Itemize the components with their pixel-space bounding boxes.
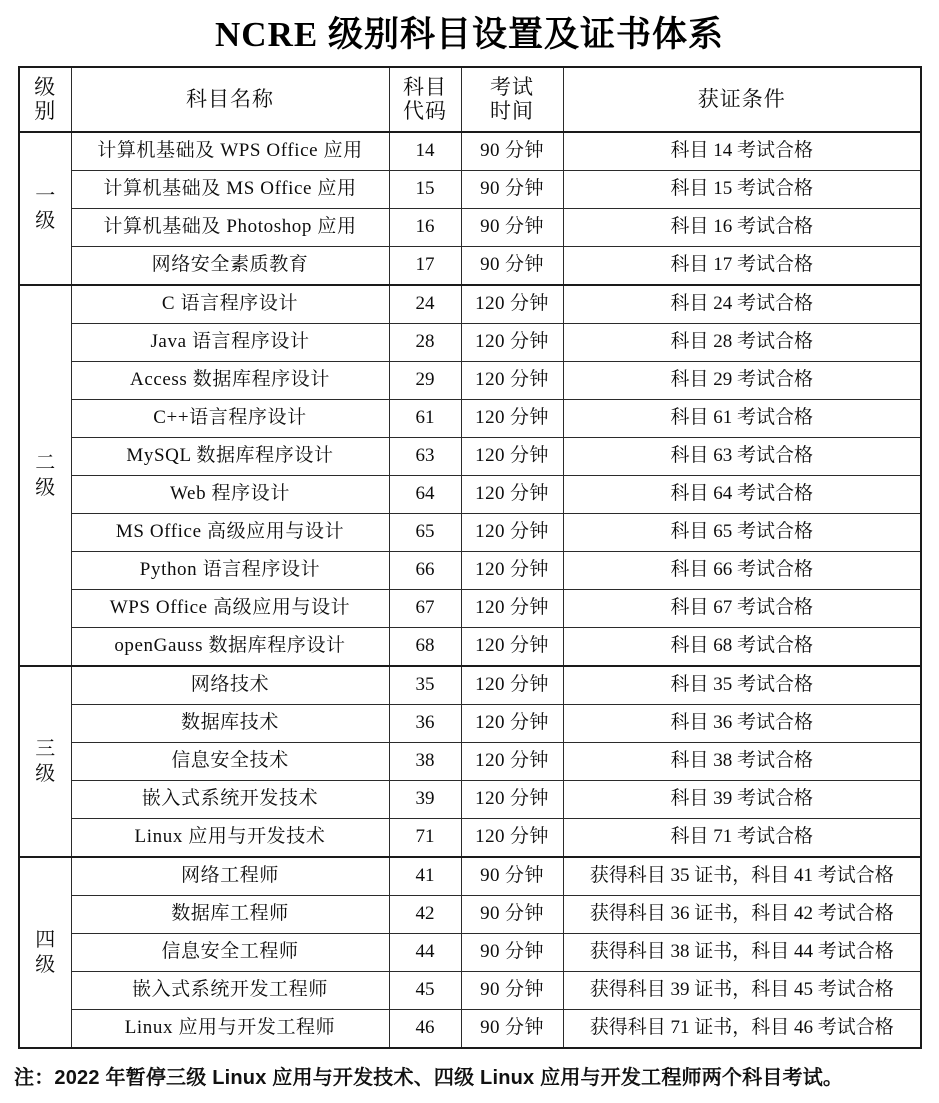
subject-code-cell: 17 xyxy=(389,247,461,286)
certificate-condition-cell: 科目 36 考试合格 xyxy=(563,705,921,743)
table-body xyxy=(19,132,921,1048)
table-header-row xyxy=(19,67,921,132)
certificate-condition-cell: 科目 64 考试合格 xyxy=(563,476,921,514)
table-row xyxy=(19,285,921,324)
level-label-line1: 二 xyxy=(35,451,56,474)
subject-name-cell: 网络技术 xyxy=(71,666,389,705)
exam-time-cell: 120 分钟 xyxy=(461,781,563,819)
table-row xyxy=(19,552,921,590)
exam-time-cell: 90 分钟 xyxy=(461,171,563,209)
subject-name-cell: 计算机基础及 Photoshop 应用 xyxy=(71,209,389,247)
table-row xyxy=(19,362,921,400)
subject-code-cell: 67 xyxy=(389,590,461,628)
exam-time-cell: 120 分钟 xyxy=(461,438,563,476)
subject-code-cell: 71 xyxy=(389,819,461,858)
subject-code-cell: 63 xyxy=(389,438,461,476)
subject-name-cell: 计算机基础及 MS Office 应用 xyxy=(71,171,389,209)
page-title: NCRE 级别科目设置及证书体系 xyxy=(215,15,724,54)
table-header xyxy=(19,67,921,132)
exam-time-cell: 120 分钟 xyxy=(461,324,563,362)
subject-name-cell: 计算机基础及 WPS Office 应用 xyxy=(71,132,389,171)
subject-code-cell: 16 xyxy=(389,209,461,247)
level-label-line2: 级 xyxy=(35,762,56,785)
exam-time-cell: 120 分钟 xyxy=(461,514,563,552)
subject-name-cell: Access 数据库程序设计 xyxy=(71,362,389,400)
subject-name-cell: 嵌入式系统开发技术 xyxy=(71,781,389,819)
subject-code-cell: 64 xyxy=(389,476,461,514)
subject-name-cell: MySQL 数据库程序设计 xyxy=(71,438,389,476)
column-header-level xyxy=(19,67,71,132)
table-row xyxy=(19,247,921,286)
exam-time-cell: 90 分钟 xyxy=(461,1010,563,1049)
subject-code-cell: 14 xyxy=(389,132,461,171)
exam-time-cell: 120 分钟 xyxy=(461,628,563,667)
level-group-cell xyxy=(19,285,71,666)
table-row xyxy=(19,705,921,743)
exam-time-cell: 120 分钟 xyxy=(461,476,563,514)
certificate-condition-cell: 科目 29 考试合格 xyxy=(563,362,921,400)
certificate-condition-cell: 获得科目 39 证书，科目 45 考试合格 xyxy=(563,972,921,1010)
subject-code-cell: 42 xyxy=(389,896,461,934)
subject-name-cell: MS Office 高级应用与设计 xyxy=(71,514,389,552)
column-header-level-line2: 别 xyxy=(34,98,57,123)
table-row xyxy=(19,896,921,934)
certificate-condition-cell: 科目 63 考试合格 xyxy=(563,438,921,476)
certificate-condition-cell: 获得科目 38 证书，科目 44 考试合格 xyxy=(563,934,921,972)
subject-name-cell: 数据库工程师 xyxy=(71,896,389,934)
subject-name-cell: 数据库技术 xyxy=(71,705,389,743)
table-row xyxy=(19,781,921,819)
certificate-condition-cell: 科目 28 考试合格 xyxy=(563,324,921,362)
subject-code-cell: 15 xyxy=(389,171,461,209)
column-header-time-line1: 考试 xyxy=(490,74,534,99)
certificate-condition-cell: 科目 67 考试合格 xyxy=(563,590,921,628)
table-row xyxy=(19,972,921,1010)
exam-time-cell: 90 分钟 xyxy=(461,209,563,247)
subject-code-cell: 36 xyxy=(389,705,461,743)
subject-name-cell: 网络工程师 xyxy=(71,857,389,896)
certificate-condition-cell: 获得科目 71 证书，科目 46 考试合格 xyxy=(563,1010,921,1049)
column-header-subject-name: 科目名称 xyxy=(71,67,389,132)
column-header-time-line2: 时间 xyxy=(490,98,534,123)
exam-time-cell: 90 分钟 xyxy=(461,972,563,1010)
table-row xyxy=(19,666,921,705)
subject-name-cell: 嵌入式系统开发工程师 xyxy=(71,972,389,1010)
exam-time-cell: 120 分钟 xyxy=(461,362,563,400)
table-row xyxy=(19,857,921,896)
exam-time-cell: 90 分钟 xyxy=(461,247,563,286)
column-header-exam-time xyxy=(461,67,563,132)
ncre-subject-table xyxy=(18,66,922,1049)
exam-time-cell: 120 分钟 xyxy=(461,705,563,743)
exam-time-cell: 120 分钟 xyxy=(461,743,563,781)
subject-code-cell: 28 xyxy=(389,324,461,362)
subject-name-cell: Linux 应用与开发工程师 xyxy=(71,1010,389,1049)
subject-name-cell: Linux 应用与开发技术 xyxy=(71,819,389,858)
subject-name-cell: 信息安全技术 xyxy=(71,743,389,781)
level-label-line2: 级 xyxy=(35,953,56,976)
table-row xyxy=(19,438,921,476)
subject-code-cell: 46 xyxy=(389,1010,461,1049)
subject-code-cell: 65 xyxy=(389,514,461,552)
certificate-condition-cell: 科目 68 考试合格 xyxy=(563,628,921,667)
table-row xyxy=(19,132,921,171)
certificate-condition-cell: 获得科目 35 证书，科目 41 考试合格 xyxy=(563,857,921,896)
exam-time-cell: 120 分钟 xyxy=(461,552,563,590)
column-header-level-line1: 级 xyxy=(34,74,57,99)
certificate-condition-cell: 科目 35 考试合格 xyxy=(563,666,921,705)
level-label-line1: 一 xyxy=(35,184,56,207)
subject-name-cell: Java 语言程序设计 xyxy=(71,324,389,362)
level-label-line1: 三 xyxy=(35,737,56,760)
exam-time-cell: 120 分钟 xyxy=(461,590,563,628)
certificate-condition-cell: 科目 17 考试合格 xyxy=(563,247,921,286)
exam-time-cell: 90 分钟 xyxy=(461,857,563,896)
certificate-condition-cell: 科目 16 考试合格 xyxy=(563,209,921,247)
level-group-cell xyxy=(19,857,71,1048)
subject-code-cell: 38 xyxy=(389,743,461,781)
subject-code-cell: 29 xyxy=(389,362,461,400)
level-label-line1: 四 xyxy=(35,928,56,951)
column-header-certificate-condition: 获证条件 xyxy=(563,67,921,132)
level-group-cell xyxy=(19,132,71,285)
subject-code-cell: 35 xyxy=(389,666,461,705)
exam-time-cell: 120 分钟 xyxy=(461,285,563,324)
exam-time-cell: 90 分钟 xyxy=(461,934,563,972)
subject-code-cell: 39 xyxy=(389,781,461,819)
table-row xyxy=(19,1010,921,1049)
certificate-condition-cell: 科目 39 考试合格 xyxy=(563,781,921,819)
exam-time-cell: 120 分钟 xyxy=(461,666,563,705)
certificate-condition-cell: 科目 66 考试合格 xyxy=(563,552,921,590)
column-header-subject-code xyxy=(389,67,461,132)
subject-code-cell: 61 xyxy=(389,400,461,438)
subject-name-cell: Python 语言程序设计 xyxy=(71,552,389,590)
level-label-line2: 级 xyxy=(35,209,56,232)
subject-name-cell: Web 程序设计 xyxy=(71,476,389,514)
table-row xyxy=(19,934,921,972)
table-row xyxy=(19,171,921,209)
level-group-cell xyxy=(19,666,71,857)
subject-code-cell: 68 xyxy=(389,628,461,667)
certificate-condition-cell: 科目 38 考试合格 xyxy=(563,743,921,781)
table-row xyxy=(19,590,921,628)
subject-name-cell: 网络安全素质教育 xyxy=(71,247,389,286)
subject-name-cell: 信息安全工程师 xyxy=(71,934,389,972)
table-row xyxy=(19,628,921,667)
certificate-condition-cell: 科目 65 考试合格 xyxy=(563,514,921,552)
column-header-code-line1: 科目 xyxy=(403,74,447,99)
certificate-condition-cell: 获得科目 36 证书，科目 42 考试合格 xyxy=(563,896,921,934)
table-container xyxy=(18,66,920,1049)
table-row xyxy=(19,209,921,247)
table-row xyxy=(19,819,921,858)
exam-time-cell: 120 分钟 xyxy=(461,400,563,438)
subject-code-cell: 44 xyxy=(389,934,461,972)
table-row xyxy=(19,514,921,552)
subject-code-cell: 66 xyxy=(389,552,461,590)
footnote: 注：2022 年暂停三级 Linux 应用与开发技术、四级 Linux 应用与开发工程师两个科目考试。 xyxy=(14,1067,844,1089)
table-row xyxy=(19,400,921,438)
subject-code-cell: 24 xyxy=(389,285,461,324)
certificate-condition-cell: 科目 24 考试合格 xyxy=(563,285,921,324)
column-header-code-line2: 代码 xyxy=(403,98,447,123)
subject-name-cell: C 语言程序设计 xyxy=(71,285,389,324)
certificate-condition-cell: 科目 14 考试合格 xyxy=(563,132,921,171)
exam-time-cell: 90 分钟 xyxy=(461,896,563,934)
exam-time-cell: 120 分钟 xyxy=(461,819,563,858)
table-row xyxy=(19,743,921,781)
table-row xyxy=(19,476,921,514)
subject-code-cell: 45 xyxy=(389,972,461,1010)
certificate-condition-cell: 科目 61 考试合格 xyxy=(563,400,921,438)
subject-name-cell: openGauss 数据库程序设计 xyxy=(71,628,389,667)
subject-name-cell: WPS Office 高级应用与设计 xyxy=(71,590,389,628)
certificate-condition-cell: 科目 15 考试合格 xyxy=(563,171,921,209)
level-label-line2: 级 xyxy=(35,476,56,499)
certificate-condition-cell: 科目 71 考试合格 xyxy=(563,819,921,858)
subject-code-cell: 41 xyxy=(389,857,461,896)
subject-name-cell: C++语言程序设计 xyxy=(71,400,389,438)
exam-time-cell: 90 分钟 xyxy=(461,132,563,171)
table-row xyxy=(19,324,921,362)
